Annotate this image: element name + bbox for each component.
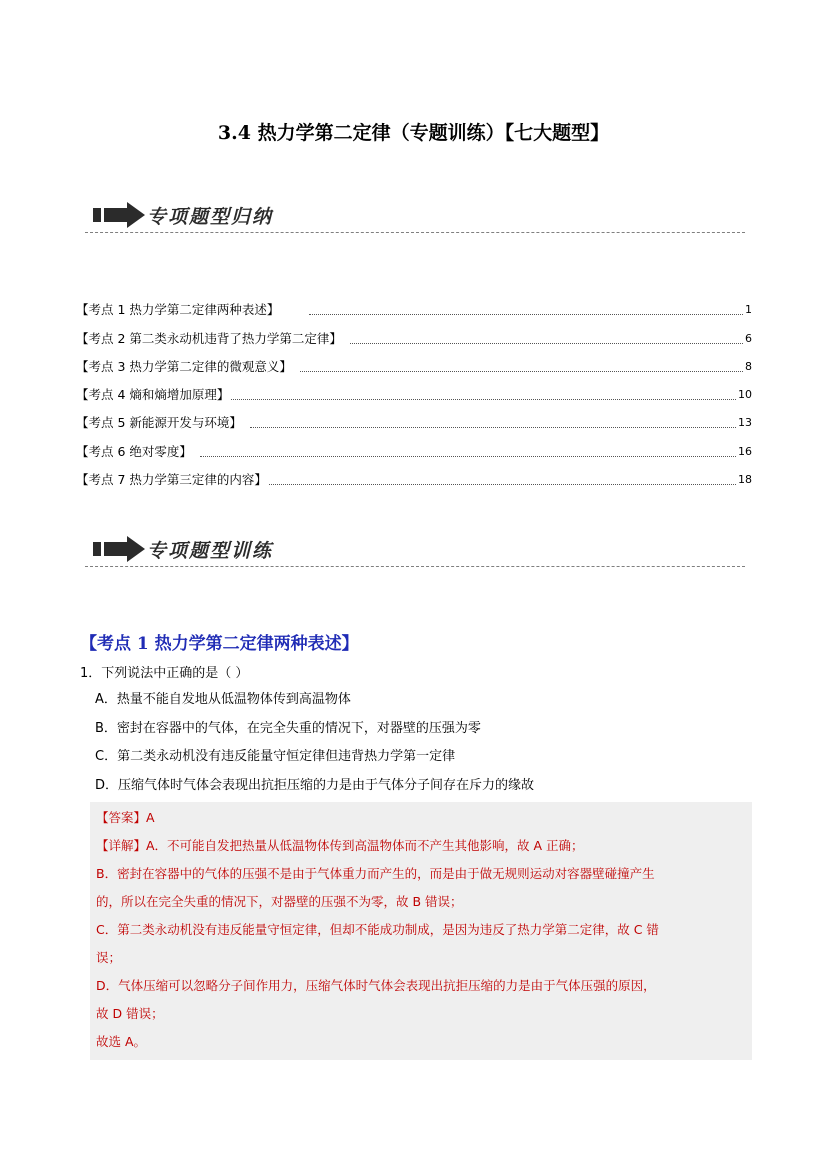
toc-leader [200, 456, 736, 457]
explanation-line: 误； [96, 950, 122, 965]
toc-entry-label: 【考点 7 热力学第三定律的内容】 [76, 472, 267, 488]
question-block [80, 663, 534, 803]
toc-entry-page: 1 [745, 303, 752, 317]
toc-entry[interactable] [76, 347, 752, 375]
toc-leader [269, 484, 736, 485]
toc-entry-page: 18 [738, 473, 752, 487]
option-a: A．热量不能自发地从低温物体传到高温物体 [95, 692, 351, 707]
toc-entry-label: 【考点 1 热力学第二定律两种表述】 [76, 302, 280, 318]
section-heading: 【考点 1 热力学第二定律两种表述】 [80, 634, 359, 654]
table-of-contents [76, 290, 752, 488]
toc-entry-label: 【考点 3 热力学第二定律的微观意义】 [76, 358, 292, 374]
toc-entry-label: 【考点 4 熵和熵增加原理】 [76, 387, 230, 403]
explanation-line: C．第二类永动机没有违反能量守恒定律，但却不能成功制成，是因为违反了热力学第二定律，故 C 错 [96, 922, 659, 937]
toc-leader [309, 314, 743, 315]
toc-entry-page: 13 [738, 416, 752, 430]
explanation-line: B．密封在容器中的气体的压强不是由于气体重力而产生的，而是由于做无规则运动对容器壁碰撞产生 [96, 866, 655, 881]
toc-entry[interactable] [76, 318, 752, 346]
training-banner [85, 532, 745, 572]
divider [85, 566, 745, 567]
answer-line: 【答案】A [96, 810, 155, 825]
summary-banner [85, 198, 745, 238]
toc-entry[interactable] [76, 460, 752, 488]
explanation-line: 故 D 错误； [96, 1006, 164, 1021]
option-b: B．密封在容器中的气体，在完全失重的情况下，对器壁的压强为零 [95, 720, 481, 736]
summary-banner-label: 专项题型归纳 [147, 206, 274, 228]
divider [85, 232, 745, 233]
arrow-right-icon [93, 536, 145, 562]
toc-entry[interactable] [76, 431, 752, 459]
answer-explanation-box [90, 802, 752, 1060]
explanation-line: 的，所以在完全失重的情况下，对器壁的压强不为零，故 B 错误； [96, 894, 463, 909]
explanation-line: 【详解】A．不可能自发把热量从低温物体传到高温物体而不产生其他影响，故 A 正确； [96, 838, 584, 853]
toc-entry-page: 6 [745, 331, 752, 345]
toc-entry-label: 【考点 2 第二类永动机违背了热力学第二定律】 [76, 330, 342, 346]
toc-entry-page: 8 [745, 359, 752, 373]
toc-leader [350, 343, 743, 344]
toc-entry[interactable] [76, 403, 752, 431]
toc-entry-label: 【考点 5 新能源开发与环境】 [76, 415, 242, 431]
training-banner-label: 专项题型训练 [147, 540, 274, 562]
conclusion-line: 故选 A。 [96, 1034, 147, 1049]
question-stem: 1．下列说法中正确的是（ ） [80, 666, 249, 681]
option-d: D．压缩气体时气体会表现出抗拒压缩的力是由于气体分子间存在斥力的缘故 [95, 777, 535, 793]
explanation-line: D．气体压缩可以忽略分子间作用力，压缩气体时气体会表现出抗拒压缩的力是由于气体压强的原因， [96, 978, 656, 993]
arrow-right-icon [93, 202, 145, 228]
toc-entry-page: 10 [738, 388, 752, 402]
toc-entry-page: 16 [738, 444, 752, 458]
toc-leader [231, 399, 736, 400]
toc-entry-label: 【考点 6 绝对零度】 [76, 443, 192, 459]
page-title: 3.4 热力学第二定律（专题训练）【七大题型】 [217, 122, 610, 144]
toc-leader [250, 427, 736, 428]
toc-leader [300, 371, 743, 372]
toc-entry[interactable] [76, 375, 752, 403]
toc-entry[interactable] [76, 290, 752, 318]
option-c: C．第二类永动机没有违反能量守恒定律但违背热力学第一定律 [95, 749, 456, 764]
